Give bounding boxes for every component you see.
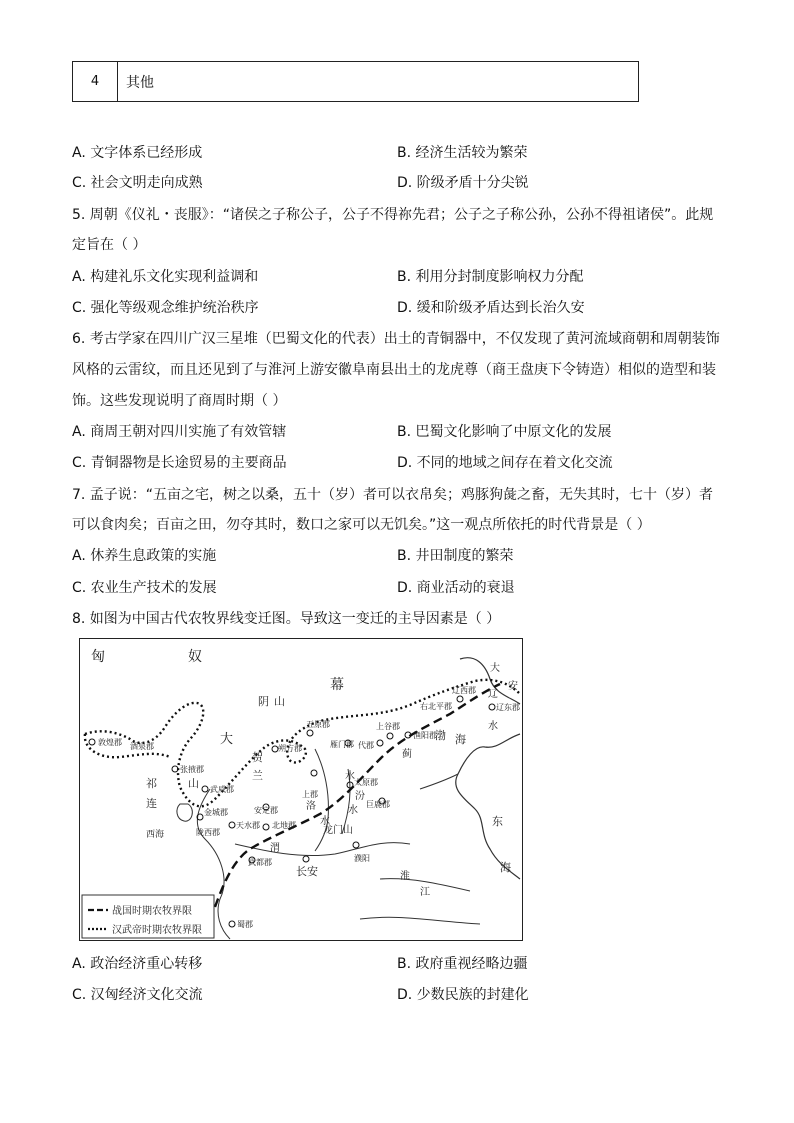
q4-option-b[interactable]: B. 经济生活较为繁荣 [397, 145, 528, 161]
q4-option-a[interactable]: A. 文字体系已经形成 [72, 145, 203, 161]
q5-option-c[interactable]: C. 强化等级观念维护统治秩序 [72, 300, 259, 316]
label-wuyuan: 五原郡 [306, 720, 330, 729]
label-beidi: 北地郡 [272, 821, 296, 830]
label-hai: 海 [455, 733, 466, 746]
map-svg [80, 639, 522, 940]
q6-stem-line2: 风格的云雷纹，而且还见到了与淮河上游安徽阜南县出土的龙虎尊（商王盘庚下令铸造）相似的造型和装 [72, 362, 716, 378]
q6-option-b[interactable]: B. 巴蜀文化影响了中原文化的发展 [397, 424, 612, 440]
label-xihai: 西海 [146, 830, 165, 840]
label-dunhuang: 敦煌郡 [98, 738, 122, 747]
label-shui-1: 水 [320, 816, 330, 827]
label-shan: 山 [274, 695, 285, 708]
changan-marker [303, 856, 309, 862]
label-wudu: 武都郡 [248, 858, 272, 867]
label-yin: 阴 [258, 695, 269, 708]
label-puyang: 濮阳 [354, 854, 370, 863]
label-fen: 汾 [355, 791, 365, 802]
label-youbeiping: 右北平郡 [420, 702, 452, 711]
q5-stem-line1: 5. 周朝《仪礼・丧服》：“诸侯之子称公子，公子不得祢先君；公子之子称公孙，公孙不得祖诸侯”。此规 [72, 207, 714, 223]
q7-stem-line2: 可以食肉矣；百亩之田，勿夺其时，数口之家可以无饥矣。”这一观点所依托的时代背景是（ ） [72, 517, 651, 533]
label-bo: 渤 [435, 729, 446, 742]
label-shang: 上郡 [302, 790, 318, 799]
label-dong: 东 [492, 815, 503, 828]
q6-stem-line3: 饰。这些发现说明了商周时期（ ） [72, 393, 287, 409]
q7-option-a[interactable]: A. 休养生息政策的实施 [72, 548, 217, 564]
label-wei: 渭 [270, 843, 280, 854]
legend-han-label: 汉武帝时期农牧界限 [112, 925, 202, 936]
label-wuwei: 武威郡 [210, 785, 234, 794]
q5-option-a[interactable]: A. 构建礼乐文化实现利益调和 [72, 269, 259, 285]
coastline-east [456, 734, 520, 879]
q6-option-d[interactable]: D. 不同的地域之间存在着文化交流 [397, 455, 613, 471]
q8-stem-line1: 8. 如图为中国古代农牧界线变迁图。导致这一变迁的主导因素是（ ） [72, 611, 501, 627]
label-jiuquan: 酒泉郡 [130, 742, 154, 751]
label-yanmen: 雁门郡 [330, 740, 354, 749]
q4-option-c[interactable]: C. 社会文明走向成熟 [72, 175, 203, 191]
q8-option-d[interactable]: D. 少数民族的封建化 [397, 987, 529, 1003]
legend-warring-label: 战国时期农牧界限 [112, 906, 192, 917]
label-zhangye: 张掖郡 [180, 765, 204, 774]
label-hai2: 海 [500, 861, 511, 874]
label-yuyang: 渔阳郡 [413, 731, 437, 740]
shang-marker [311, 770, 317, 776]
label-luo: 洛 [306, 801, 316, 812]
label-da: 大 [220, 732, 234, 747]
q8-option-c[interactable]: C. 汉匈经济文化交流 [72, 987, 203, 1003]
label-mu: 幕 [330, 677, 344, 693]
label-huai: 淮 [400, 871, 410, 882]
label-shui-4: 水 [488, 721, 498, 732]
label-da-north: 大 [490, 663, 500, 674]
answer-table-row [72, 61, 639, 102]
shandong-coast [420, 774, 458, 789]
label-dai: 代郡 [358, 741, 374, 750]
label-longmen: 龙门山 [323, 825, 353, 836]
label-liaoxi: 辽西郡 [452, 686, 476, 695]
label-changan: 长安 [296, 865, 318, 878]
q6-option-a[interactable]: A. 商周王朝对四川实施了有效管辖 [72, 424, 287, 440]
label-julu: 巨鹿郡 [366, 800, 390, 809]
label-anding: 安定郡 [254, 806, 278, 815]
liaodong-marker [489, 704, 495, 710]
label-xiongnu-2: 奴 [188, 649, 202, 665]
q5-stem-line2: 定旨在（ ） [72, 237, 147, 253]
q4-option-d[interactable]: D. 阶级矛盾十分尖锐 [397, 175, 529, 191]
label-ji: 蓟 [402, 749, 412, 760]
label-taiyuan: 太原郡 [354, 778, 378, 787]
q6-stem-line1: 6. 考古学家在四川广汉三星堆（巴蜀文化的代表）出土的青铜器中，不仅发现了黄河流域商朝和周朝装饰 [72, 331, 720, 347]
q7-stem-line1: 7. 孟子说：“五亩之宅，树之以桑，五十（岁）者可以衣帛矣；鸡豚狗彘之畜，无失其时，七十（岁）者 [72, 487, 714, 503]
label-shan2: 山 [188, 777, 199, 790]
dai-marker [377, 740, 383, 746]
label-jiang: 江 [420, 887, 430, 898]
farming-pastoral-boundary-map [79, 638, 523, 941]
label-longxi: 陇西郡 [196, 828, 220, 837]
label-qi: 祁 [146, 777, 157, 790]
label-lian: 连 [146, 797, 157, 810]
label-jincheng: 金城郡 [204, 808, 228, 817]
qinghai-lake [177, 804, 192, 821]
label-tianshui: 天水郡 [236, 821, 260, 830]
label-an: 安 [508, 681, 518, 692]
tianshui-marker [229, 822, 235, 828]
table-row-number: 4 [73, 62, 118, 101]
yangtze-river [360, 917, 480, 924]
q8-option-a[interactable]: A. 政治经济重心转移 [72, 956, 203, 972]
label-he: 贺 [252, 751, 263, 764]
wei-river [235, 843, 410, 856]
puyang-marker [353, 842, 359, 848]
q8-option-b[interactable]: B. 政府重视经略边疆 [397, 956, 528, 972]
wuwei-marker [202, 786, 208, 792]
shanggu-marker [387, 733, 393, 739]
shu-marker [229, 921, 235, 927]
label-shui-2: 水 [348, 805, 358, 816]
q5-option-b[interactable]: B. 利用分封制度影响权力分配 [397, 269, 584, 285]
label-liaodong: 辽东郡 [496, 703, 520, 712]
q5-option-d[interactable]: D. 缓和阶级矛盾达到长治久安 [397, 300, 585, 316]
table-row-text: 其他 [126, 74, 154, 91]
liaoxi-marker [457, 696, 463, 702]
label-xiongnu-1: 匈 [91, 649, 105, 665]
label-shuofang: 朔方郡 [278, 744, 302, 753]
q6-option-c[interactable]: C. 青铜器物是长途贸易的主要商品 [72, 455, 287, 471]
q7-option-c[interactable]: C. 农业生产技术的发展 [72, 580, 217, 596]
q7-option-b[interactable]: B. 井田制度的繁荣 [397, 548, 514, 564]
label-lan: 兰 [252, 769, 263, 782]
wuyuan-marker [307, 730, 313, 736]
beidi-marker [263, 824, 269, 830]
label-shui-3: 水 [345, 771, 355, 782]
q7-option-d[interactable]: D. 商业活动的衰退 [397, 580, 515, 596]
label-liao: 辽 [488, 689, 498, 700]
label-shanggu: 上谷郡 [376, 722, 400, 731]
label-shu: 蜀郡 [237, 920, 253, 929]
dunhuang-marker [89, 739, 95, 745]
